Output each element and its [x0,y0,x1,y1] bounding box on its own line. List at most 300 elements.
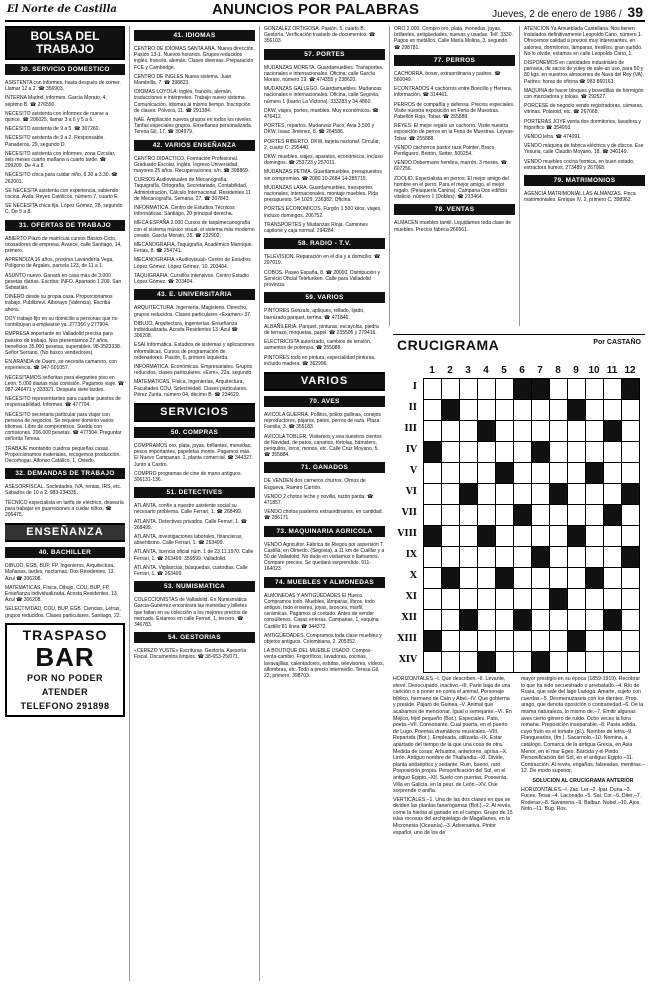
white-square [622,568,640,589]
white-square [550,463,568,484]
white-square [568,484,586,505]
traspaso-line-3: POR NO PODER [26,672,103,683]
white-square [568,505,586,526]
white-square [442,421,460,442]
classified-ad: DKW, muebles, viajes, aparatos, económicos, incluso domingos. ☎ 253723 y 257011. [264,154,383,167]
column-number: 2 [447,365,453,376]
classified-ad: MECANOGRAFIA «Audiovisual» Centro de Estudios López Gómez. López Gómez, 10. 203404. [134,257,251,270]
white-square [550,547,568,568]
page-number: 39 [627,4,643,20]
white-square [622,526,640,547]
black-square [532,442,550,463]
classified-ad: ABIERTO Plazo de matrícula cursos Básico-Ciclo, ocosadores de empresa. Avance, calle Santiago, 14, primero. [5,235,122,255]
white-square [568,589,586,610]
newspaper-name: El Norte de Castilla [7,4,117,15]
crossword-grid [393,334,645,674]
traspaso-line-1: TRASPASO [22,626,108,643]
section-label: 32. DEMANDAS DE TRABAJO [5,468,125,479]
white-square [478,442,496,463]
black-square [604,421,622,442]
classified-ad: VENDO Agricultor. Fábrica de Riegos por aspersión T. Castilla, en Olmedo. (Segovia), a 11 km de Cuéllar y a 50 de Valladolid. No dude en visitarnos o llamarnos. Compare precios. Se quedará sorprendido. 911-164023. [264,541,385,573]
column-number: 6 [519,365,525,376]
white-square [604,547,622,568]
classified-ad: ZOOLID. Especialista en perros. El mejor amigo del hombre en el perro. Para el mejor amigo, el mejor regalo. (Peluquería Canina). Campana Dos edificio vitalicio, número 1 (Dobles). ☎ 213464. [394,175,509,201]
classified-ad: NECESITO secretaria particular para viajar con persona de negocios. Se requiere dominio varios idiomas. Libre de compromisos. Sueldo con comisiones. 206.000 pesetas. ☎ 477304. Preguntar señorita Teresa. [5,411,122,443]
crossword-clues-left [393,676,513,838]
black-square [532,652,550,673]
white-square [496,652,514,673]
section-label: 31. OFERTAS DE TRABAJO [5,220,125,231]
section-label: 59. VARIOS [264,292,385,303]
black-square [568,631,586,652]
white-square [604,589,622,610]
classified-ad: PORTES RIBERTO. DKW, tarjeta nacional. Circular, 2, cuarto C. 295440. [264,138,380,151]
classified-ad: INTERNA Madrid, informes. Garcia Morato, 4, séptimo B. ☎ 276550. [5,95,107,108]
classified-ad: TELEVISION. Reparación en el día y a domicilio. ☎ 297019. [264,254,381,267]
white-square [442,484,460,505]
white-square [514,421,532,442]
white-square [460,505,478,526]
black-square [442,568,460,589]
classified-ad: ASESORFISCAL. Sociedades, IVA, rentas, IRS, etc. Sábados de 10 a 2. 983-234335. [5,484,122,497]
white-square [586,631,604,652]
classified-ad: ATLANTA. Vigilancias, búsquedas, custodias. Calle Ferrari, 1. ☎ 263499. [134,564,248,577]
white-square [514,631,532,652]
classified-ad: AVICOLA GUERRA. Pollitos, pollos gallinas, conejos reproductores, pájaros, patos, perros de raza. Plaza Familia, 3. ☎ 355183. [264,411,381,431]
column-divider [389,26,390,326]
classified-ad: ALMONEDAS Y ANTIGÜEDADES El Hueco. Compramos todo. Muebles, lámparas, libros, todo antiguo, todo enseres, joyas, bronces, marfil, cerámicas. Pagamos al contado. Antes de vender consúltenos. Casas enteras. Campanas, 1, esquina Castillo 81 línea ☎ 344372. [264,592,379,630]
white-square [514,400,532,421]
date: Jueves, 2 de enero de 1986 [492,9,617,20]
white-square [550,631,568,652]
classified-ad: INFORMATICA. Centro de Estudios Técnicos Informáticas. Santiago, 20 principal derecha. [134,205,235,218]
crossword-author: Por CASTAÑO [593,339,641,346]
white-square [496,526,514,547]
row-number: VII [401,508,417,518]
white-square [568,379,586,400]
classified-ad: CENTRO DE INGLES Nueva sistema. Juan Mambrilla, 7. ☎ 398823. [134,73,232,87]
classified-ad: COMPRAMOS oro, plata, joyas, brillantes, monedas, pesos importantes, papeletas monte. Pagamos más. El Nuevo Campanas. 1, planta comercial. ☎ 344327. Junto a Castro. [134,442,254,468]
white-square [424,610,442,631]
white-square [622,442,640,463]
black-square [604,505,622,526]
column-number: 1 [429,365,435,376]
white-square [604,400,622,421]
black-square [496,568,514,589]
white-square [532,505,550,526]
section-label: 77. PERROS [394,55,515,66]
varios-banner: VARIOS [264,372,385,391]
section-label: 71. GANADOS [264,462,385,473]
white-square [442,379,460,400]
classified-ad: NECESITO asistenta de 9 a 2. Responsable. Panaderos, 29, segundo D. [5,135,105,148]
classified-ad: ANTIGÜEDADES. Compramos toda clase muebles y objetos antiguos. Colombiana, 2. 205352. [264,632,382,645]
black-square [532,379,550,400]
black-square [514,610,532,631]
row-number: XIV [398,655,417,665]
column-2 [134,26,255,664]
classified-ad: ALMACEN muebles tamiil. Liquidamos toda clase de muebles. Precios fábrica 266561. [394,220,511,233]
classified-ad: COMPRO programas de cine de mano antiguos. 306131-136. [134,470,242,483]
classified-ad: MAQUINA de hacer bloques y bovedillas de hormigón con mezcladora y toloas. ☎ 292527. [524,87,644,101]
white-square [622,589,640,610]
classified-ad: PORTERAS JOYE venta dos dormitorios, lavadora y frigorífico ☎ 354993. [524,118,641,131]
date-page: Jueves, 2 de enero de 1986 / 39 [492,4,643,20]
white-square [514,484,532,505]
section-label: 54. GESTORIAS [134,632,255,643]
section-label: 42. VARIOS ENSEÑANZA [134,140,255,151]
white-square [586,484,604,505]
white-square [460,421,478,442]
white-square [586,610,604,631]
white-square [514,442,532,463]
white-square [478,400,496,421]
section-title: ANUNCIOS POR PALABRAS [212,1,420,18]
white-square [460,526,478,547]
classified-ad: INFORMATICA. Económicas. Empresariales. Grupos reducidos, clases particulares. «Exm», 22a, segundo. [134,363,253,377]
white-square [478,589,496,610]
black-square [568,526,586,547]
classified-ad: NECESITAMOS señoritas para elegantes piso en León, 5.000 diarias más comisión. Pagamos viaje. ☎ 987-246471 y 333321. Después siete tardes. [5,374,125,393]
black-square [622,484,640,505]
classified-ad: VENDO muebles cocina formica, en buen estado, extractora humos. 273489 y 267068. [524,158,635,171]
white-square [586,505,604,526]
white-square [496,421,514,442]
classified-ad: VENDO letra. ☎ 474091. [524,134,582,141]
white-square [460,442,478,463]
column-1 [5,26,125,717]
white-square [550,442,568,463]
white-square [460,631,478,652]
black-square [622,379,640,400]
white-square [496,442,514,463]
black-square [478,526,496,547]
classified-ad: MATEMATICAS, Física, Ingenierías, Arquitectura, Facultades COU, Selectividad. Clases particulares. Pérez Zurita, número 04, décimo B. ☎ 234629. [134,379,248,398]
classified-ad: ATLANTA, licencia oficial núm. 1 de 23.11.1970. Calle Ferrari, 1. ☎ 263499. 359599. Valladolid. [134,549,254,562]
white-square [460,379,478,400]
classified-ad: MUDANZAS PETMA. Guardamuebles, presupuestos sin compromiso. ☎ 2080 10-2684 14-285715. [264,169,382,182]
white-square [442,463,460,484]
classified-ad: DIBUJO, Arquitectura, Ingenierías. Enseñanza individualizada. Acosta Residentes 13. Azul ☎ 306208. [134,320,238,340]
black-square [478,421,496,442]
row-number: IX [405,550,417,560]
classified-ad: PINTORES todo en pintura, especialidad pinturas, incluido madera. ☎ 362996. [264,354,376,367]
column-5 [524,26,645,206]
classified-ad: LA BOUTIQUE DEL MUEBLE USADO. Compra-venta-cambio. Frigoríficos, lavadoras, cocinas, lavavajillas, calentadores, estufas, televisores, vídeos, alfombras, etc. Todo a precio intermedio. Teresa Gil, 22, primero. 398703. [264,648,385,680]
traspaso-line-5: TELEFONO 291898 [20,700,110,711]
black-square [460,610,478,631]
white-square [442,442,460,463]
white-square [478,568,496,589]
black-square [622,547,640,568]
grid-frame [423,378,640,673]
white-square [514,547,532,568]
classified-ad: VENDO chotos pasteros extraordinarios, en cantidad. ☎ 286171. [264,509,383,522]
page-header [5,2,645,22]
white-square [604,463,622,484]
column-number: 10 [588,365,600,376]
classified-ad: ASISTENTA con informes, hasta después de comer. Llamar 12 a 2. ☎ 356903. [5,80,121,93]
black-square [550,484,568,505]
white-square [586,547,604,568]
white-square [460,589,478,610]
white-square [532,484,550,505]
white-square [550,568,568,589]
classified-ad: APRENDIZA 16 años, proxima Lavandería Vega, Polígono de Argales, parcela 123, de 11 a 1. [5,257,114,270]
row-number: IV [405,445,417,455]
white-square [532,463,550,484]
classified-ad: ESAI Informática. Estudios de sistemas y aplicaciones informáticas. Cursos de programación de ordenadores. Pasión, 6, primero izquierda. [134,342,255,361]
white-square [514,568,532,589]
white-square [568,610,586,631]
classified-ad: DE VENDEN dos carneros churros. Olmos de Esgueva. Ramiro Carrión. [264,478,366,491]
section-label: 57. PORTES [264,49,385,60]
white-square [478,547,496,568]
white-square [550,400,568,421]
white-square [442,526,460,547]
white-square [532,568,550,589]
row-number: X [410,571,417,581]
white-square [478,463,496,484]
white-square [622,610,640,631]
classified-ad: ARQUITECTURA. Ingeniería, Magisterio. Derecho, grupos reducidos. Clases particulares «Examen» 37. [134,305,252,318]
white-square [478,505,496,526]
black-square [424,442,442,463]
section-label: 58. RADIO - T.V. [264,238,385,249]
vertical-clues: VERTICALES.–1. Una de las dos clases en que se dividen las plantas fanerógamas (Bot.).–2. Al revés, come la hierba al ganado en el campo. Grupo de 15 islas rocosas del archipiélago de Magallanes, en la Micronesia (Oceanía).–3. Adversativa. Pintor español, uno de los de [393,796,513,836]
white-square [424,589,442,610]
row-number: V [410,466,417,476]
solution-text: HORIZONTALES.–I. Zac. Ler.–2. Ipar. Duna.–3. Fuces. Tesar.–4. Laconado.–5. Sal. Cor.–6. Diter.–7. Roderas.–8. Savaneria.–9. Balbuz. Nubel.–10. Ajos. Noto.–11. Bug. Ros. [521,786,642,813]
classified-ad: NECESITO representantes para cuadrar puestos de responsabilidad. Informes. ☎ 477704. [5,396,121,409]
white-square [496,505,514,526]
white-square [424,652,442,673]
classified-ad: DIBUJO, EGB, BUP, FP. Ingenieros, Arquitectura, Mañanas, tardes, nocturnas. Dos Residentes, 13. Azul ☎ 306208. [5,563,115,582]
black-square [496,463,514,484]
classified-ad: VENDO 2 chotos leche y novilla, razón parda. ☎ 471857. [264,493,374,506]
black-square [568,400,586,421]
white-square [622,463,640,484]
column-divider [519,26,520,326]
white-square [622,505,640,526]
column-number: 8 [555,365,561,376]
bolsa-trabajo-banner [5,26,125,60]
classified-ad: ATLANTA, confíe a nuestro asistente social su necesario problema. Calle Ferrari, 1. ☎ 268499. [134,503,243,516]
classified-ad: EN ARANDA de Duero, se necesita camarero, con experiencia. ☎ 947-501057. [5,359,117,372]
classified-ad: ATLANTA. Detectives privados. Calle Ferrari, 1. ☎ 268499. [134,518,248,531]
white-square [550,379,568,400]
white-square [424,400,442,421]
white-square [586,379,604,400]
white-square [532,589,550,610]
section-label: 74. MUEBLES Y ALMONEDAS [264,577,385,588]
column-number: 9 [573,365,579,376]
white-square [532,631,550,652]
white-square [604,568,622,589]
crossword-clues-right [521,676,645,815]
section-label: 50. COMPRAS [134,427,255,438]
black-square [442,400,460,421]
section-label: 43. E. UNIVERSITARIA [134,289,255,300]
section-label: 73. MAQUINARIA AGRICOLA [264,526,385,537]
white-square [514,526,532,547]
row-number: III [404,424,417,434]
white-square [424,379,442,400]
white-square [586,589,604,610]
white-square [568,463,586,484]
white-square [586,526,604,547]
white-square [568,652,586,673]
white-square [622,421,640,442]
white-square [568,421,586,442]
white-square [496,610,514,631]
black-square [514,379,532,400]
classified-ad: TAQUIGRAFIA. Cursillos intensivos. Centro Estudio López Gómez. ☎ 203404. [134,272,249,286]
classified-ad: ATLANTA, investigaciones laborales, financieras, absentismo. Calle Ferrari, 1. ☎ 263499. [134,533,243,547]
classified-ad: CENTRO DIDACTICO. Formación Profesional. Graduado Escolar, Inglés. Ingreso Universidad, mayores 25 años. Recuperaciones, s/n. ☎ 398869. [134,155,250,175]
classified-ad: ASUNTO nuevo. Ganará en casa más de 3.000 pesetas diarias. Escriba: INFO. Apartado 1.209. San Sebastián. [5,272,122,292]
white-square [550,421,568,442]
white-square [442,547,460,568]
black-square [514,505,532,526]
white-square [424,484,442,505]
white-square [442,652,460,673]
column-number: 11 [606,365,618,376]
white-square [478,484,496,505]
classified-ad: REYES. El mejor regalo un cachorro. Visite nuestra exposición de perros en la Feria de Muestras. Leyvas-Tobar. ☎ 255888. [394,123,515,142]
column-number: 12 [624,365,636,376]
classified-ad: SE NECESITA chica fija. López Gómez, 28, segundo C. De 5 a 8. [5,203,123,216]
banner-title-top: BOLSA DEL [30,29,100,43]
white-square [478,631,496,652]
classified-ad: MECA ESPAÑA 2.000 Cursos de taquimecanografía con el sistema músico visual, el sistema más moderno creado. García Morato, 35. ☎ 232902. [134,220,255,239]
classified-ad: SELECTIVIDAD, COU, BUP, EGB. Ciencias, Letras, grupos reducidos. Clases particulares. Santiago, 22. [5,606,121,619]
white-square [514,652,532,673]
white-square [460,400,478,421]
column-number: 5 [501,365,507,376]
classified-ad: NAE. Ampliación nuevos grupos en todos los niveles. Tarifas especiales grupos. Enseñanza personalizada. Teresa Gil, 17. ☎ 304979. [134,117,253,136]
black-square [478,652,496,673]
classified-ad: TRANSPORTES y Mudanzas Rioja. Camiones capitoné y caja normal. 294284. [264,221,368,235]
row-number: VIII [397,529,417,539]
white-square [622,631,640,652]
white-square [460,463,478,484]
classified-ad: MUDANZAS LARA. Guardamuebles, transportes nacionales, internacionales, montaje muebles. Pida presupuesto. 54 1029. 236382. Oficina. [264,184,378,204]
black-square [604,610,622,631]
white-square [550,505,568,526]
white-square [460,547,478,568]
white-square [442,589,460,610]
column-4 [394,26,515,236]
white-square [496,589,514,610]
white-square [532,400,550,421]
classified-ad: AGENCIA MATRIMONIAL LAS ALMANZAS. Finca matrimoniales. Enrique IV, 2, primero C. 398962. [524,191,636,204]
classified-ad: COBOS. Paseo España, 8. ☎ 20000. Distribución y Servicio Oficial Telefunken. Calle para Valladolid provincia. [264,269,381,289]
section-label: 40. BACHILLER [5,547,125,558]
white-square [496,400,514,421]
white-square [586,421,604,442]
white-square [496,484,514,505]
white-square [604,484,622,505]
row-number: VI [405,487,417,497]
banner-title-bottom: TRABAJO [35,42,94,56]
solution-title: SOLUCION AL CRUCIGRAMA ANTERIOR [532,777,634,784]
black-square [460,484,478,505]
white-square [586,652,604,673]
white-square [496,631,514,652]
classified-ad: NECESITO chica para cuidar niño, 6.30 a 3.30. ☎ 262001. [5,172,118,185]
white-square [532,610,550,631]
white-square [568,442,586,463]
column-number: 4 [483,365,489,376]
white-square [532,526,550,547]
classified-ad: VENDO máquina de fabrica eléctrica y de discos. Ese Yesuria, calle Claudio Moyano, 18. ☎ 340149. [524,143,644,156]
classified-ad: PORTES ECONOMICOS. Furgón 1.500 kilos, viajes, incluso domingos. 206752. [264,206,382,219]
traspaso-line-4: ATENDER [41,686,89,697]
white-square [496,379,514,400]
classified-ad: ORO 2.000. Compro oro, plata, monedas, joyas, brillantes, antigüedades, nuevas y usadas. Telf. 3330. Pagos en metálico. Calle María Molina, 3, segundo. ☎ 298781. [394,26,513,51]
row-number: XII [401,613,417,623]
section-label: 30. SERVICIO DOMESTICO [5,64,125,75]
white-square [424,568,442,589]
classified-ad: PORCESE de negocio vendo registradoras, cámaras, vitrinas, Polaroid, etc. ☎ 267068. [524,103,644,116]
classified-ad: NECESITO asistenta con informes, zona Circular, seis meses cuarto mañana a cuarto tarde. ☎ 299209. De 4 a 8. [5,150,116,170]
black-square [550,589,568,610]
classified-ad: PERROS de compañía y defensa. Precios especiales. Visite nuestra exposición en Feria de Muestras. Pabellón Rojo. Tobar. ☎ 255888. [394,101,515,121]
classified-ad: PORTES, repartos. Mudanzas Paco, Avia 3.500 y DKW. Isaac Jiménez, 8. ☎ 264586. [264,123,375,136]
classified-ad: PINTORES Gonzalo, apliques, rellado, lijado, barnizado parquet, terrina. ☎ 471846. [264,308,365,321]
white-square [442,631,460,652]
classified-ad: EMPRESA importante en Valladolid precisa para puestos de trabajo. Nos presentamos 27 años, beneficios 35.000 pesetas, superables. 98-3523338. Señor Serrano. (No busco vendedores). [5,331,122,356]
white-square [586,400,604,421]
white-square [424,505,442,526]
classified-ad: DISPONEMOS en cantidades industriales de parravía, de sacos de yutey de sale-un uso, para 50 y 80 kgs. en nuestros almacenes de Nava del Rey (VA). Padres: horas de oficina ☎ 983 860163. [524,60,644,85]
row-number: XI [405,592,417,602]
section-label: 51. DETECTIVES [134,487,255,498]
classified-ad: SE NECESITA asistenta con experiencia, sabiendo cocina. Avda. Reyes Católicos, número 7, cuarto E. [5,187,119,201]
white-square [604,526,622,547]
column-number: 3 [465,365,471,376]
white-square [532,421,550,442]
white-square [478,379,496,400]
black-square [586,463,604,484]
black-square [424,526,442,547]
vertical-clues-cont: mayor prestigio en su época (1859-1919). Recobrar lo que ha sido secuestrado o arrebatado.–4. Río de Rusia, que sale del lago Ladoga. Amarte, sujeto con cuerdas.–5. Desmenuzaseis con los dientes. Prop. arago, que denota oposición o contrariedad.–6. De la misma naturaleza, lo mismo de.–7. Emitir algunas aves cierto género de ruido. Ocho veces la llora romana. Preposición inseparable.–8. Pasta sólida, cuyo fruto es el tomate (pl.). Nombre de letra.–9. Flanquearlos, (fm.). Sacarnolo.–10. Nomina, a catálogo. Comarca de la antigua Grecia, en Asia Menor, en el mar Egeo. Bárcida y el Pindo. Personificación del Sol, en el antiguo Egipto.–11. Contracción. Al revés, engañas, falseadas, mentiras.–12. De modo superior. [521,676,645,775]
row-number: II [408,403,417,413]
crossword [393,334,645,665]
black-square [532,547,550,568]
white-square [550,652,568,673]
row-number: I [412,382,417,392]
black-square [424,631,442,652]
white-square [604,631,622,652]
classified-ad: ELECTRICISTA autorizado, cambios de tensión, aumentos de potencia. ☎ 255088. [264,339,372,352]
column-number: 7 [537,365,543,376]
white-square [622,400,640,421]
column-divider [259,26,260,981]
classified-ad: CURSOS Audiovisuales de Mecanografía, Taquigrafía, Ortografía, Secretariado, Contabilidad, Administración, Cálculo Internacional. Residentes 11 de Mecanografía. Semana, 27. ☎ 307843. [134,177,251,202]
classified-ad: AVICOLA TOBLER. Visitemos y vea nuestros cientos de Navidad, de patos, canarios, tórtolas, hámsters, periquitos, loros, monos, etc. Calle Cruz Moyano, 5. ☎ 355884. [264,433,382,459]
ensenanza-banner: ENSEÑANZA [5,523,125,542]
classified-ad: CACHORRA, boxer, extraordinaria y padres. ☎ 560049. [394,70,501,84]
white-square [604,442,622,463]
classified-ad: COLECCIONISTAS de Valladolid. En Numismática Garcia-Gutiérrez encontrará las monedas y billetes que faltan en su colección a los mejores precios de mercado. Estamos en calle Ferrari, 1, tercero. ☎ 346783. [134,597,248,628]
white-square [586,442,604,463]
horizontal-clues: HORIZONTALES.–I. Que describen.–II. Levante, elevé. Desocupado, inactivo.–III. Parte baja de una canción o a poner en conta el animal. Personaje bíblico, hermano de Caín y Abel.–IV. Que gobierna y preside. Pájaro de Guinea.–V. Animal que acabamos de mencionar. Igual o semejante.–VI. En Méjico, frijol pequeño (Bot.). Especiales. Pato, poeta.–VII. Consonante. Cual puerta, en el puerto de Lugo. Poemas dramáticos musicales.–VIII. Repartida (Bot.). Empleada, utilizada.–IX. Estar apartado del tiempo de la que una cosa de otra. Medida de cosas. Arbustos, anteriores, aprisa.–X. Lirón. Antiguo nombre de Thailandia.–XI. Divide, planta antiséptico y sedante. Ruin, bueno, raro. Preposición propia. Personificación del Sol, en el antiguo Egipto.–XII. Suelo con puertas. Poseerás. Villa en Galicia, en la peur. de León.–XV. Ose sorprende o aniña. [393,676,512,795]
classified-ad: ALBAÑILERIA. Parquet, pinturas, escayolas, piedra de terrazo, moquetas, papel. ☎ 235506 y 279416. [264,323,379,336]
section-label: 41. IDIOMAS [134,30,255,41]
classified-ad: CENTRO DE IDIOMAS SANTA ANA. Nueva dirección. Pasión 13-1. Nuevos horarios. Grupos reducidos inglés, francés, alemán. Clases diversas. Preparación FCE y Cambridge. [134,46,255,71]
